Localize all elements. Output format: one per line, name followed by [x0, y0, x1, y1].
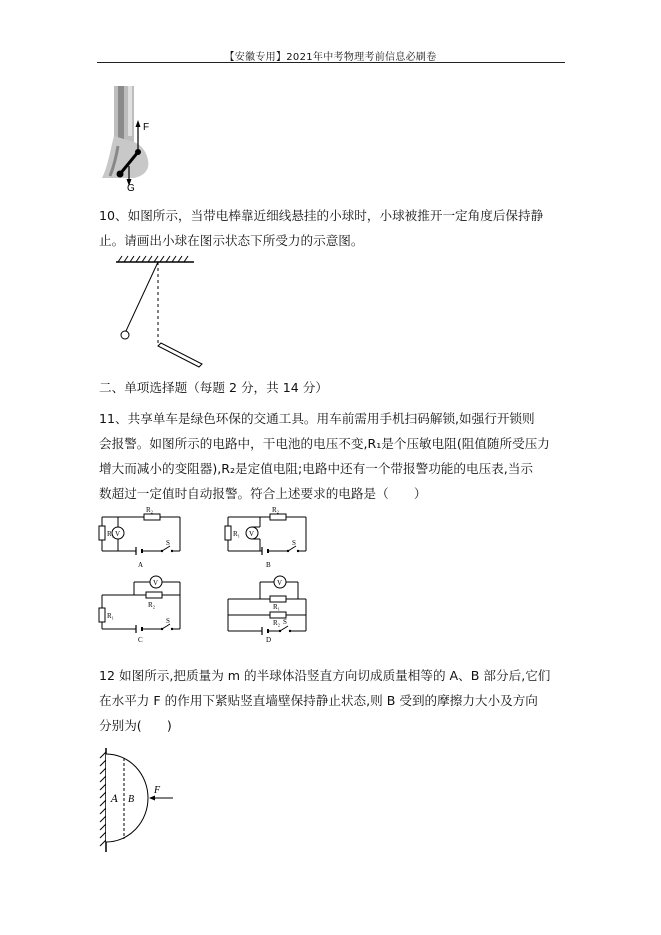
- force-f-label: F: [143, 122, 150, 133]
- q11-line-2: 会报警。如图所示的电路中，干电池的电压不变,R₁是个压敏电阻(阻值随所受压力: [99, 436, 550, 451]
- r1-label-a: R₁: [107, 530, 115, 538]
- r2-label-b: R₂: [272, 506, 280, 514]
- r2-label-d: R₂: [273, 619, 281, 627]
- r1-label-d: R₁: [273, 603, 281, 611]
- voltmeter-c: V: [153, 579, 159, 587]
- pendulum-figure: [110, 256, 220, 371]
- question-12: [99, 663, 571, 738]
- r2-label-a: R₂: [146, 506, 154, 514]
- switch-label-b: S: [292, 539, 296, 547]
- circuit-a-label: A: [138, 561, 144, 569]
- circuit-c: [96, 573, 186, 643]
- question-10: [99, 203, 571, 253]
- r1-label-c: R₁: [107, 612, 115, 620]
- hemisphere-figure: [98, 746, 188, 854]
- circuit-b-label: B: [266, 561, 271, 569]
- r2-label-c: R₂: [148, 601, 156, 609]
- q12-line-1: 12 如图所示,把质量为 m 的半球体沿竖直方向切成质量相等的 A、B 部分后,它们: [99, 668, 551, 683]
- part-b-label: B: [128, 794, 135, 805]
- switch-label-d: S: [283, 618, 287, 626]
- section-2-title: 二、单项选择题（每题 2 分，共 14 分）: [99, 380, 328, 395]
- q10-line-2: 止。请画出小球在图示状态下所受力的示意图。: [99, 233, 364, 248]
- circuit-a: [96, 507, 186, 571]
- q12-line-3: 分别为( ): [99, 718, 172, 733]
- switch-label-a: S: [166, 539, 170, 547]
- q10-line-1: 10、如图所示，当带电棒靠近细线悬挂的小球时，小球被推开一定角度后保持静: [99, 208, 544, 223]
- circuit-d-label: D: [266, 636, 272, 644]
- leg-force-figure: [100, 86, 160, 194]
- circuit-b: [222, 507, 312, 571]
- q11-line-1: 11、共享单车是绿色环保的交通工具。用车前需用手机扫码解锁,如强行开锁则: [99, 411, 535, 426]
- r1-label-b: R₁: [233, 530, 241, 538]
- part-a-label: A: [111, 794, 119, 805]
- question-11: [99, 406, 571, 506]
- q12-line-2: 在水平力 F 的作用下紧贴竖直墙壁保持静止状态,则 B 受到的摩擦力大小及方向: [99, 693, 538, 708]
- force-g-label: G: [127, 183, 135, 194]
- q11-line-3: 增大而减小的变阻器),R₂是定值电阻;电路中还有一个带报警功能的电压表,当示: [99, 461, 533, 476]
- q11-line-4: 数超过一定值时自动报警。符合上述要求的电路是（ ）: [99, 486, 427, 501]
- voltmeter-d: V: [277, 579, 283, 587]
- circuit-d: [222, 573, 312, 643]
- switch-label-c: S: [166, 617, 170, 625]
- voltmeter-a: V: [115, 530, 121, 538]
- header-rule: [97, 62, 565, 63]
- page-header: 【安徽专用】2021年中考物理考前信息必刷卷: [224, 52, 437, 63]
- voltmeter-b: V: [249, 530, 255, 538]
- force-f-label-12: F: [154, 785, 161, 796]
- circuit-c-label: C: [138, 636, 143, 644]
